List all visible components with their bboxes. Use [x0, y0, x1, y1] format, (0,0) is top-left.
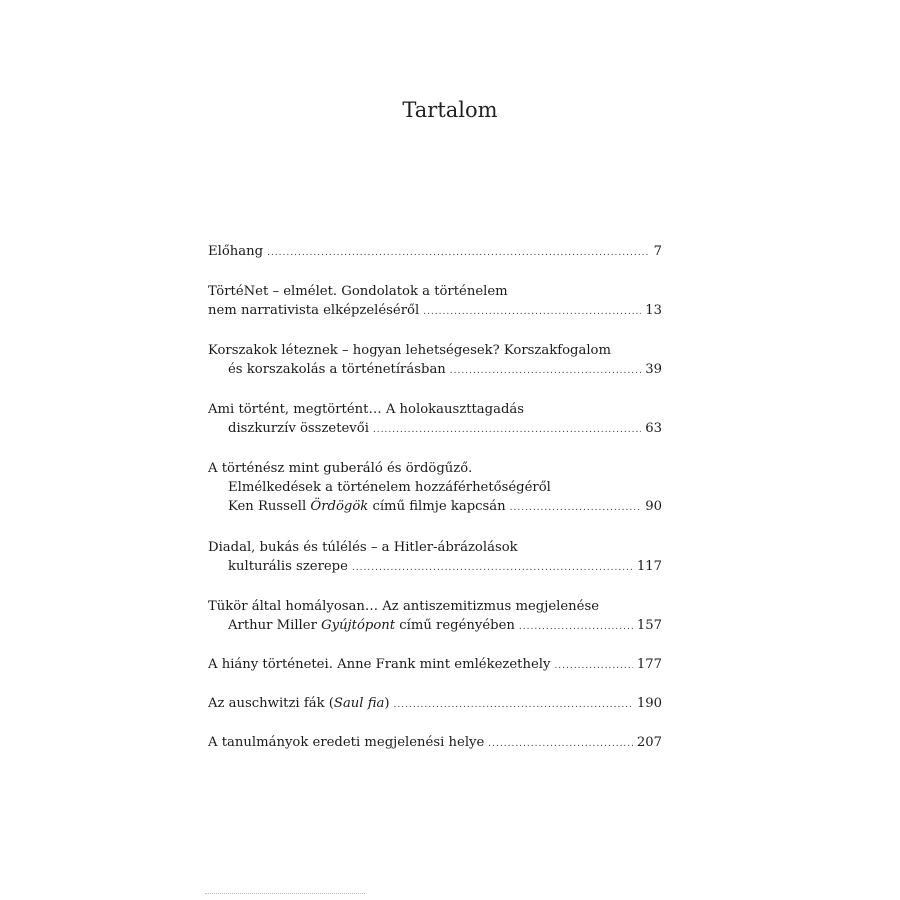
toc-entry-title: TörtéNet – elmélet. Gondolatok a történelem: [208, 284, 508, 299]
toc-entry-title-cont: nem narrativista elképzeléséről: [208, 303, 420, 318]
page-number: 13: [645, 303, 662, 318]
toc-entry-hiany[interactable]: [208, 655, 662, 674]
page-title: Tartalom: [402, 98, 498, 122]
dot-leader: [488, 735, 633, 754]
dot-leader: [510, 499, 642, 518]
page-number: 177: [636, 657, 662, 672]
film-title: Ördögök: [310, 499, 369, 514]
toc-entry-title: Diadal, bukás és túlélés – a Hitler-ábrázolások: [208, 540, 518, 555]
toc-entry-title-cont: és korszakolás a történetírásban: [228, 362, 446, 377]
page-number: 117: [636, 559, 662, 574]
toc-entry-auschwitzi-fak[interactable]: [208, 694, 662, 713]
toc-entry-korszakok[interactable]: [208, 341, 662, 379]
toc-entry-title-cont: Ken Russell Ördögök című filmje kapcsán: [228, 499, 506, 514]
toc-entry-title: Tükör által homályosan… Az antiszemitizmus megjelenése: [208, 599, 600, 614]
dot-leader: [554, 657, 632, 676]
toc-entry-tortenet-elmelet[interactable]: [208, 282, 662, 320]
toc-entry-title-cont: diszkurzív összetevői: [228, 421, 369, 436]
toc-entry-title: Ami történt, megtörtént… A holokauszttagadás: [208, 402, 525, 417]
page-number: 39: [645, 362, 662, 377]
toc-entry-diadal[interactable]: [208, 538, 662, 576]
toc-entry-title-cont: Arthur Miller Gyújtópont című regényében: [228, 618, 515, 633]
page-number: 190: [636, 696, 662, 711]
page-number: 63: [645, 421, 662, 436]
toc-entry-tortenesz[interactable]: [208, 459, 662, 516]
page-number: 90: [645, 499, 662, 514]
toc-entry-tanulmanyok[interactable]: [208, 733, 662, 752]
toc-entry-title-cont: Elmélkedések a történelem hozzáférhetőségéről: [228, 480, 551, 495]
dot-leader: [352, 559, 633, 578]
bleed-through-mark: [205, 893, 365, 896]
toc-entry-title: A tanulmányok eredeti megjelenési helye: [208, 735, 485, 750]
page-number: 7: [653, 244, 662, 259]
toc-entry-title: Korszakok léteznek – hogyan lehetségesek? Korszakfogalom: [208, 343, 612, 358]
dot-leader: [423, 303, 641, 322]
toc-entry-ami-tortent[interactable]: [208, 400, 662, 438]
dot-leader: [519, 618, 633, 637]
dot-leader: [450, 362, 641, 381]
toc-entry-title: Az auschwitzi fák (Saul fia): [208, 696, 390, 711]
dot-leader: [267, 244, 650, 263]
dot-leader: [394, 696, 633, 715]
toc-entry-title: Előhang: [208, 244, 264, 259]
toc-entry-title: A hiány történetei. Anne Frank mint emlékezethely: [208, 657, 551, 672]
toc-entry-title: A történész mint guberáló és ördögűző.: [208, 461, 473, 476]
toc-entry-elohang[interactable]: [208, 242, 662, 261]
dot-leader: [373, 421, 641, 440]
toc-entry-title-cont: kulturális szerepe: [228, 559, 348, 574]
toc-entry-tukor[interactable]: [208, 597, 662, 635]
page-number: 207: [636, 735, 662, 750]
film-title: Saul fia: [333, 696, 385, 711]
page-number: 157: [636, 618, 662, 633]
novel-title: Gyújtópont: [321, 618, 396, 633]
